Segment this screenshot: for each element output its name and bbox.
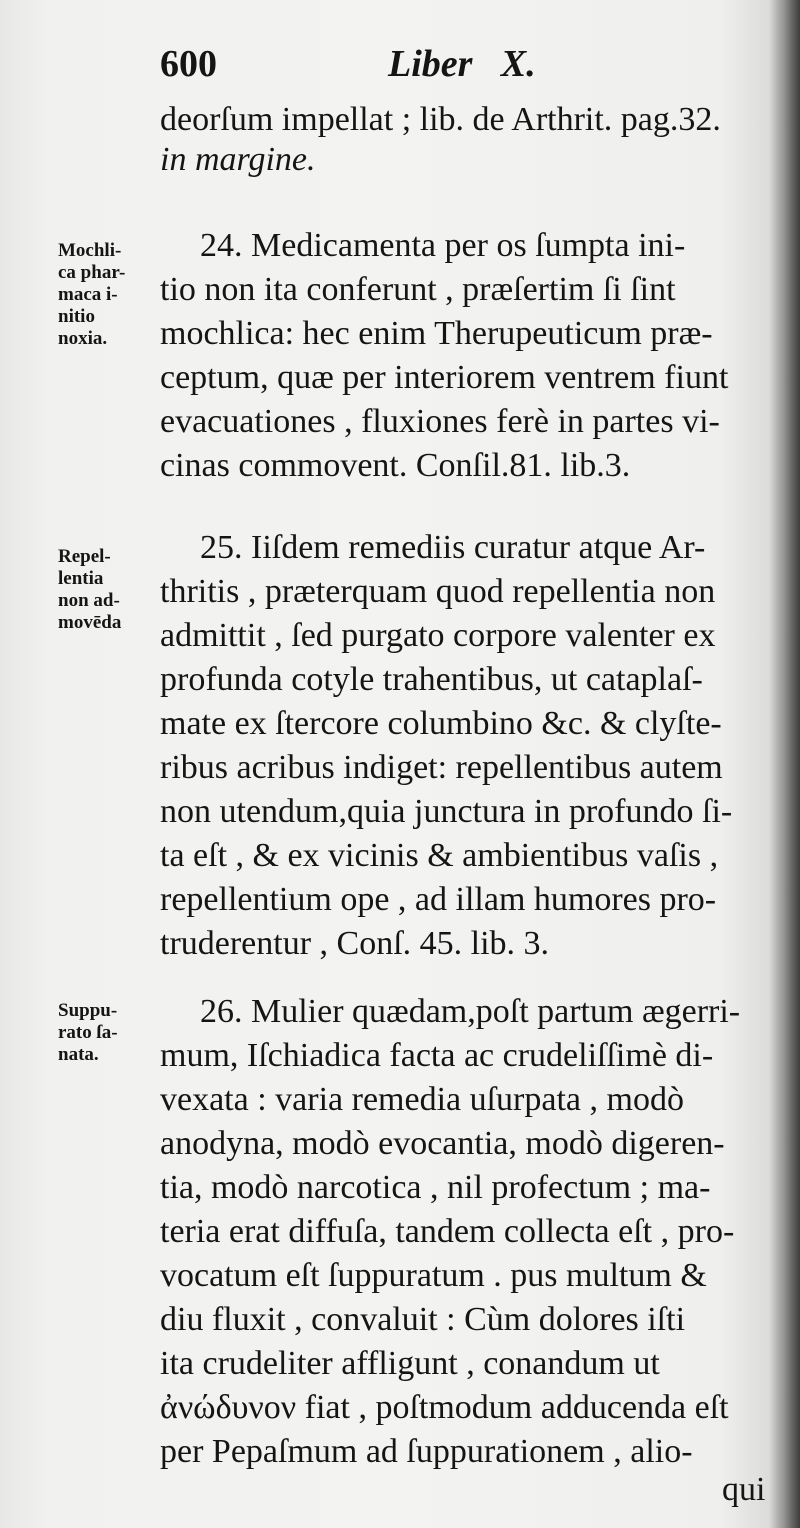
page-number: 600 [160, 43, 217, 85]
body-line: mochlica: hec enim Therupeuticum præ- [160, 315, 713, 352]
running-header [160, 42, 770, 98]
marginal-note-line: non ad- [58, 590, 120, 611]
body-line: tio non ita conferunt , præſertim ſi ſint [160, 271, 676, 308]
marginal-note-line: maca i- [58, 284, 118, 305]
body-line: admittit , ſed purgato corpore valenter ex [160, 617, 716, 654]
marginal-note-line: Repel- [58, 546, 111, 567]
body-line: vocatum eſt ſuppuratum . pus multum & [160, 1257, 707, 1294]
marginal-note-line: noxia. [58, 328, 108, 349]
body-line: profunda cotyle trahentibus, ut cataplaſ- [160, 661, 703, 698]
body-line: mate ex ſtercore columbino &c. & clyſte- [160, 705, 722, 742]
marginal-note-line: rato ſa- [58, 1022, 118, 1043]
page-edge-shadow [770, 0, 800, 1528]
body-line: thritis , præterquam quod repellentia non [160, 573, 716, 610]
intro-line: in margine. [160, 141, 316, 178]
marginal-note-line: lentia [58, 568, 104, 589]
marginal-note-line: movēda [58, 612, 122, 633]
body-line: vexata : varia remedia uſurpata , modò [160, 1081, 684, 1118]
body-line: repellentium ope , ad illam humores pro- [160, 881, 717, 918]
body-line: tia, modò narcotica , nil profectum ; ma- [160, 1169, 711, 1206]
marginal-note-line: nitio [58, 306, 95, 327]
body-line: evacuationes , fluxiones ferè in partes vi- [160, 403, 720, 440]
marginal-note-line: Suppu- [58, 1000, 118, 1021]
body-line: 25. Iiſdem remediis curatur atque Ar- [200, 529, 706, 566]
body-line: mum, Iſchiadica facta ac crudeliſſimè di- [160, 1037, 714, 1074]
catchword: qui [722, 1471, 766, 1508]
body-line: diu fluxit , convaluit : Cùm dolores iſti [160, 1301, 686, 1338]
body-line: ἀνώδυνον fiat , poſtmodum adducenda eſt [160, 1389, 729, 1426]
body-line: non utendum,quia junctura in profundo ſi- [160, 793, 733, 830]
body-line: 24. Medicamenta per os ſumpta ini- [200, 227, 686, 264]
body-line: ribus acribus indiget: repellentibus autem [160, 749, 723, 786]
body-line: anodyna, modò evocantia, modò digeren- [160, 1125, 725, 1162]
body-line: ta eſt , & ex vicinis & ambientibus vaſis , [160, 837, 719, 874]
body-line: truderentur , Conſ. 45. lib. 3. [160, 925, 550, 962]
body-line: 26. Mulier quædam,poſt partum ægerri- [200, 993, 741, 1030]
body-line: teria erat diffuſa, tandem collecta eſt , pro- [160, 1213, 735, 1250]
body-line: per Pepaſmum ad ſuppurationem , alio- [160, 1433, 693, 1470]
body-line: cinas commovent. Conſil.81. lib.3. [160, 447, 631, 484]
running-head-title: Liber X. [388, 43, 536, 85]
marginal-note-line: nata. [58, 1044, 99, 1065]
body-line: ceptum, quæ per interiorem ventrem fiunt [160, 359, 729, 396]
marginal-note-line: Mochli- [58, 240, 122, 261]
intro-line: deorſum impellat ; lib. de Arthrit. pag.32. [160, 101, 721, 138]
body-line: ita crudeliter affligunt , conandum ut [160, 1345, 660, 1382]
marginal-note-line: ca phar- [58, 262, 126, 283]
